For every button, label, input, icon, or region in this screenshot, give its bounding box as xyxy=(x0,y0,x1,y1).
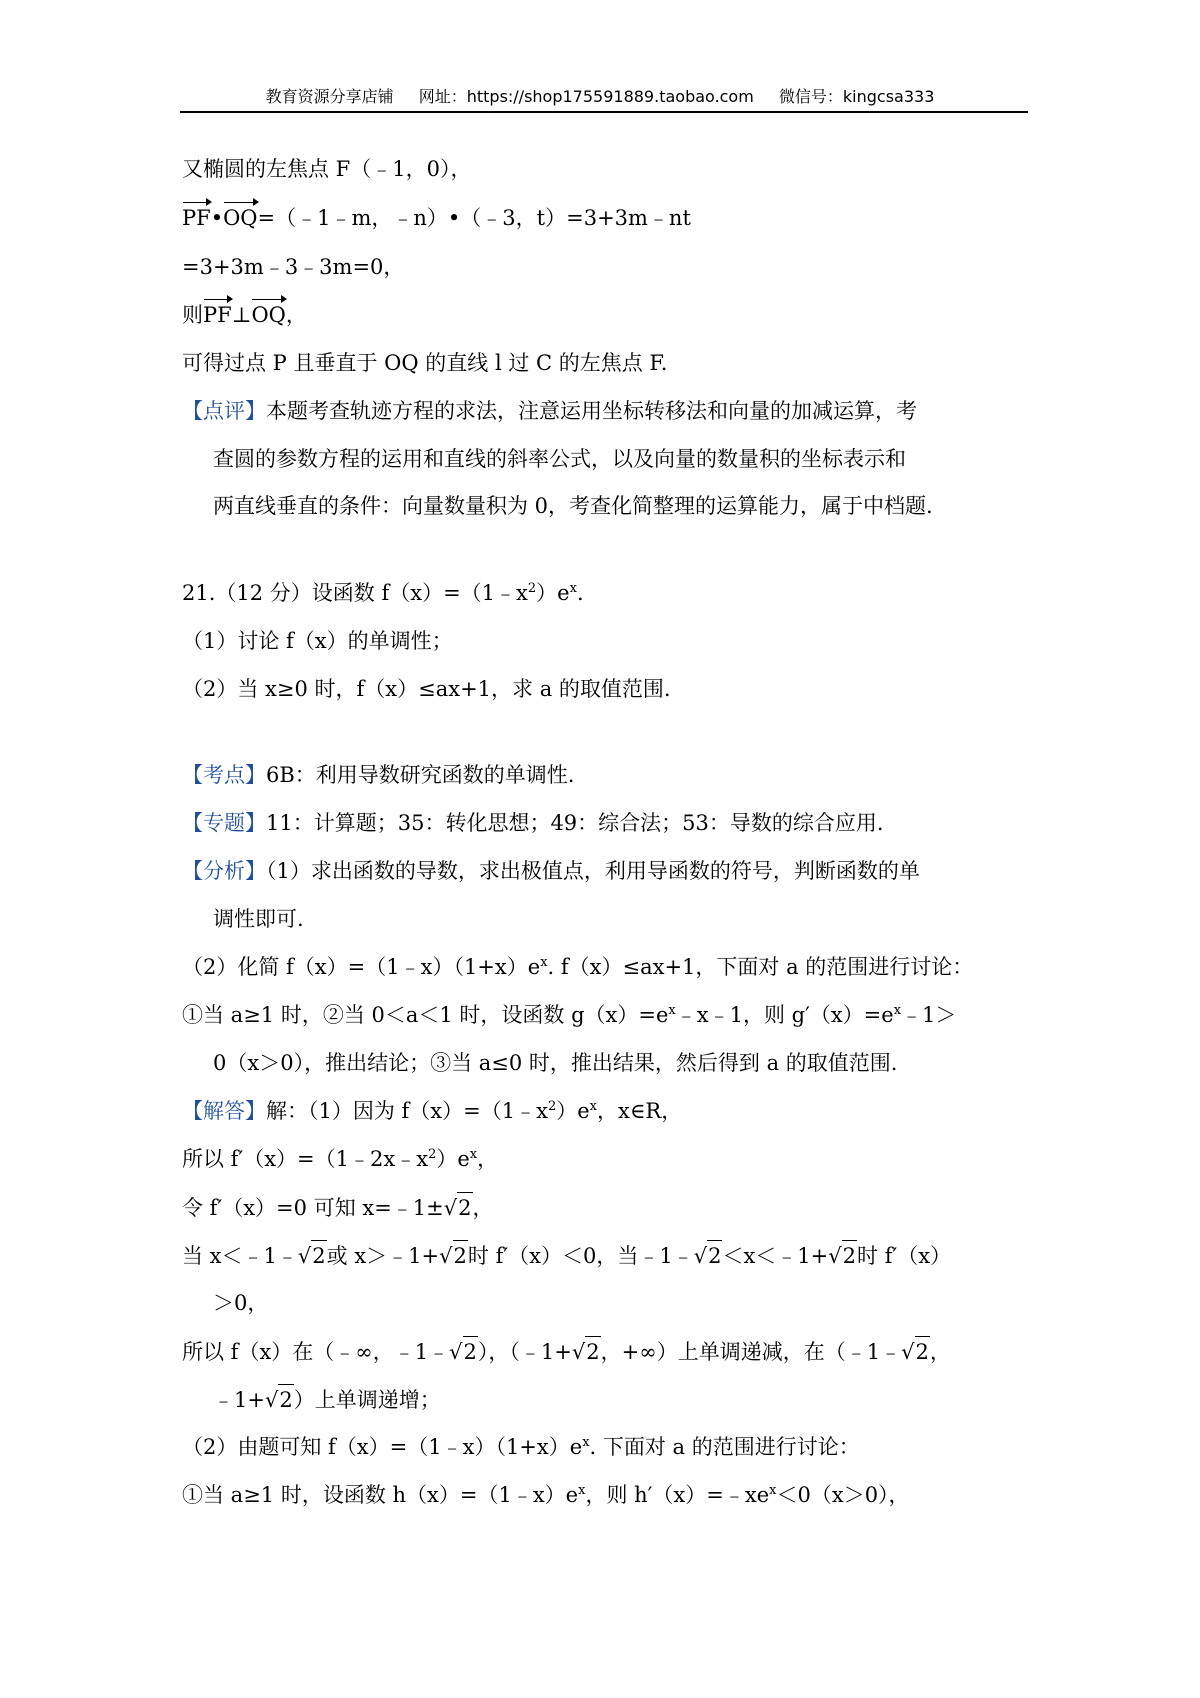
sqrt-symbol: √2 xyxy=(694,1240,723,1271)
text: 所以 f′（x）=（1﹣2x﹣x xyxy=(182,1147,429,1171)
perp-symbol: ⊥ xyxy=(231,303,252,327)
kaodian-line xyxy=(182,760,574,790)
superscript: x xyxy=(589,1099,598,1114)
jieda-tag: 【解答】 xyxy=(182,1099,266,1123)
text: ①当 a≥1 时，②当 0＜a＜1 时，设函数 g（x）=e xyxy=(182,1003,669,1027)
fenxi-line-3 xyxy=(182,952,973,982)
text: ， xyxy=(285,303,307,327)
wechat-id: 微信号：kingcsa333 xyxy=(778,87,935,106)
comment-line-2: 查圆的参数方程的运用和直线的斜率公式，以及向量的数量积的坐标表示和 xyxy=(213,447,906,471)
jieda-line-8 xyxy=(182,1432,860,1462)
text: ）e xyxy=(436,1147,470,1171)
text: （2）化简 f（x）=（1﹣x）（1+x）e xyxy=(182,955,541,979)
line-focus: 又椭圆的左焦点 F（﹣1，0）， xyxy=(182,157,472,181)
header-rule xyxy=(180,111,1028,113)
superscript: x xyxy=(469,1147,478,1162)
fenxi-line-4 xyxy=(182,1000,956,1030)
question-21-part1: （1）讨论 f（x）的单调性； xyxy=(182,629,453,653)
sqrt-symbol: √2 xyxy=(828,1240,857,1271)
fenxi-line-1 xyxy=(182,856,920,886)
text: 或 x＞﹣1+ xyxy=(326,1244,440,1268)
superscript: x xyxy=(769,1483,777,1498)
zhuanti-line xyxy=(182,808,884,838)
radicand: 2 xyxy=(915,1336,930,1367)
radicand: 2 xyxy=(453,1240,468,1271)
comment-line-3: 两直线垂直的条件：向量数量积为 0，考查化简整理的运算能力，属于中档题. xyxy=(213,494,933,518)
text: . xyxy=(576,581,584,605)
vector-pf: PF xyxy=(203,300,232,330)
vector-oq: OQ xyxy=(223,203,257,233)
text: （2）由题可知 f（x）=（1﹣x）（1+x）e xyxy=(182,1435,583,1459)
superscript: x xyxy=(540,955,548,970)
shop-url: 网址：https://shop175591889.taobao.com xyxy=(418,87,754,106)
radicand: 2 xyxy=(842,1240,857,1271)
jieda-line-7 xyxy=(213,1384,441,1415)
sqrt-symbol: √2 xyxy=(572,1336,601,1367)
text: ，则 h′（x）=﹣xe xyxy=(585,1483,770,1507)
text: 11：计算题；35：转化思想；49：综合法；53：导数的综合应用. xyxy=(266,811,884,835)
text: ）e xyxy=(536,581,570,605)
text: 解：（1）因为 f（x）=（1﹣x xyxy=(266,1099,548,1123)
text: ， xyxy=(929,1340,951,1364)
sqrt-symbol: √2 xyxy=(901,1336,930,1367)
text: ﹣1+ xyxy=(213,1388,265,1412)
vector-pf: PF xyxy=(182,203,211,233)
radicand: 2 xyxy=(311,1240,326,1271)
comment-line-1 xyxy=(182,396,917,426)
text: （1）求出函数的导数，求出极值点，利用导函数的符号，判断函数的单 xyxy=(266,859,920,883)
superscript: 2 xyxy=(547,1099,557,1114)
superscript: x xyxy=(668,1003,676,1018)
text: ，x∈R， xyxy=(597,1099,683,1123)
kaodian-tag: 【考点】 xyxy=(182,763,266,787)
radicand: 2 xyxy=(457,1192,472,1223)
line-perpendicular xyxy=(182,300,307,330)
text: 时 f′（x）＜0，当﹣1﹣ xyxy=(467,1244,694,1268)
text: 所以 f（x）在（﹣∞，﹣1﹣ xyxy=(182,1340,450,1364)
fenxi-line-5: 0（x＞0），推出结论；③当 a≤0 时，推出结果，然后得到 a 的取值范围. xyxy=(213,1051,898,1075)
text: ）e xyxy=(556,1099,590,1123)
jieda-line-2 xyxy=(182,1144,498,1174)
superscript: 2 xyxy=(428,1147,437,1162)
text: ﹣1＞ xyxy=(901,1003,957,1027)
line-simplify: =3+3m﹣3﹣3m=0， xyxy=(182,255,405,279)
text: 时 f′（x） xyxy=(857,1244,952,1268)
jieda-line-9 xyxy=(182,1480,910,1510)
text: ＜0（x＞0）， xyxy=(776,1483,910,1507)
text: 本题考查轨迹方程的求法，注意运用坐标转移法和向量的加减运算，考 xyxy=(266,399,917,423)
sqrt-symbol: √2 xyxy=(444,1192,473,1223)
line-conclusion: 可得过点 P 且垂直于 OQ 的直线 l 过 C 的左焦点 F. xyxy=(182,351,668,375)
dot-product-expr: =（﹣1﹣m，﹣n）•（﹣3，t）=3+3m﹣nt xyxy=(257,206,691,230)
line-dot-product xyxy=(182,203,691,233)
jieda-line-5: ＞0， xyxy=(213,1291,269,1315)
question-21 xyxy=(182,578,584,608)
text: 当 x＜﹣1﹣ xyxy=(182,1244,298,1268)
fenxi-tag: 【分析】 xyxy=(182,859,266,883)
sqrt-symbol: √2 xyxy=(449,1336,478,1367)
text: 6B：利用导数研究函数的单调性. xyxy=(266,763,575,787)
text: . f（x）≤ax+1，下面对 a 的范围进行讨论： xyxy=(547,955,974,979)
vector-oq: OQ xyxy=(251,300,285,330)
text: ，+∞）上单调递减，在（﹣1﹣ xyxy=(600,1340,902,1364)
text: 令 f′（x）=0 可知 x=﹣1± xyxy=(182,1196,444,1220)
superscript: 2 xyxy=(527,581,537,596)
sqrt-symbol: √2 xyxy=(298,1240,327,1271)
text: ＜x＜﹣1+ xyxy=(722,1244,829,1268)
sqrt-symbol: √2 xyxy=(265,1384,294,1415)
radicand: 2 xyxy=(707,1240,722,1271)
text: . 下面对 a 的范围进行讨论： xyxy=(589,1435,860,1459)
superscript: x xyxy=(578,1483,586,1498)
sqrt-symbol: √2 xyxy=(439,1240,468,1271)
text: ﹣x﹣1，则 g′（x）=e xyxy=(675,1003,894,1027)
text: ①当 a≥1 时，设函数 h（x）=（1﹣x）e xyxy=(182,1483,579,1507)
radicand: 2 xyxy=(463,1336,478,1367)
comment-tag: 【点评】 xyxy=(182,399,266,423)
jieda-line-4 xyxy=(182,1240,951,1271)
jieda-line-6 xyxy=(182,1336,951,1367)
page-header xyxy=(0,84,1200,107)
superscript: x xyxy=(893,1003,902,1018)
jieda-line-1 xyxy=(182,1096,682,1126)
text: ， xyxy=(472,1196,494,1220)
text: ， xyxy=(477,1147,499,1171)
superscript: x xyxy=(582,1435,590,1450)
zhuanti-tag: 【专题】 xyxy=(182,811,266,835)
fenxi-line-2: 调性即可. xyxy=(213,907,304,931)
text: ）上单调递增； xyxy=(293,1388,441,1412)
shop-name: 教育资源分享店铺 xyxy=(265,87,394,106)
text: 则 xyxy=(182,303,203,327)
radicand: 2 xyxy=(278,1384,293,1415)
radicand: 2 xyxy=(585,1336,600,1367)
text: 21.（12 分）设函数 f（x）=（1﹣x xyxy=(182,581,528,605)
question-21-part2: （2）当 x≥0 时，f（x）≤ax+1，求 a 的取值范围. xyxy=(182,677,671,701)
text: ），（﹣1+ xyxy=(477,1340,572,1364)
jieda-line-3 xyxy=(182,1192,494,1223)
dot-symbol: • xyxy=(210,206,224,230)
superscript: x xyxy=(569,581,577,596)
